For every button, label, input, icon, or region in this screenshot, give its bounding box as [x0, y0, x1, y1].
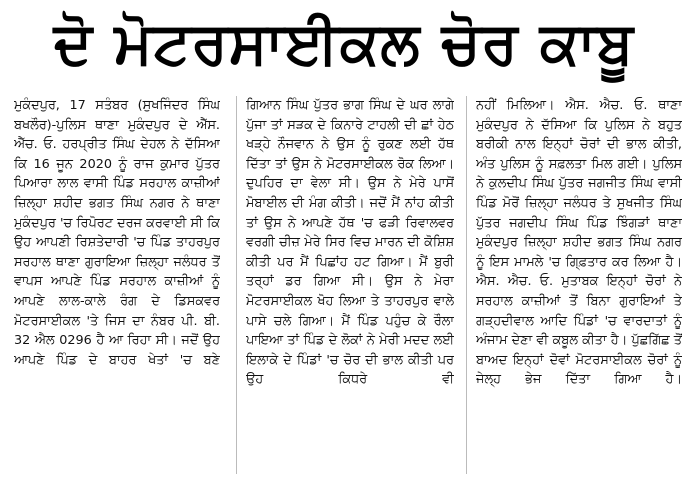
- article-column-3: [476, 96, 682, 480]
- column-divider: [466, 96, 467, 474]
- headline: ਦੋ ਮੋਟਰਸਾਈਕਲ ਚੋਰ ਕਾਬੂ: [53, 8, 635, 77]
- column-1-text: ਮੁਕੰਦਪੁਰ, 17 ਸਤੰਬਰ (ਸੁਖਜਿੰਦਰ ਸਿੰਘ ਬਖਲੌਰ)-ਪੁਲਿਸ ਥਾਣਾ ਮੁਕੰਦਪੁਰ ਦੇ ਐੱਸ. ਐੱਚ. ਓ. ਹਰਪ੍ਰੀਤ ਸਿੰਘ ਦੇਹਲ ਨੇ ਦੱਸਿਆ ਕਿ 16 ਜੂਨ 2020 ਨੂੰ ਰਾਜ ਕੁਮਾਰ ਪੁੱਤਰ ਪਿਆਰਾ ਲਾਲ ਵਾਸੀ ਪਿੰਡ ਸਰਹਾਲ ਕਾਜ਼ੀਆਂ ਜ਼ਿਲ੍ਹਾ ਸ਼ਹੀਦ ਭਗਤ ਸਿੰਘ ਨਗਰ ਨੇ ਥਾਣਾ ਮੁਕੰਦਪੁਰ 'ਚ ਰਿਪੋਰਟ ਦਰਜ ਕਰਵਾਈ ਸੀ ਕਿ ਉਹ ਆਪਣੀ ਰਿਸ਼ਤੇਦਾਰੀ 'ਚ ਪਿੰਡ ਤਾਹਰਪੁਰ ਸਰਹਾਲ ਥਾਣਾ ਗੁਰਾਇਆ ਜ਼ਿਲ੍ਹਾ ਜਲੰਧਰ ਤੋਂ ਵਾਪਸ ਆਪਣੇ ਪਿੰਡ ਸਰਹਾਲ ਕਾਜ਼ੀਆਂ ਨੂੰ ਆਪਣੇ ਲਾਲ-ਕਾਲੇ ਰੰਗ ਦੇ ਡਿਸਕਵਰ ਮੋਟਰਸਾਈਕਲ 'ਤੇ ਜਿਸ ਦਾ ਨੰਬਰ ਪੀ. ਬੀ. 32 ਐਲ 0296 ਹੈ ਆ ਰਿਹਾ ਸੀ। ਜਦੋਂ ਉਹ ਆਪਣੇ ਪਿੰਡ ਦੇ ਬਾਹਰ ਖੇਤਾਂ 'ਚ ਬਣੇ: [14, 98, 220, 368]
- column-divider: [236, 96, 237, 474]
- article-column-2: [246, 96, 454, 480]
- column-3-text: ਨਹੀਂ ਮਿਲਿਆ। ਐਸ. ਐਚ. ਓ. ਥਾਣਾ ਮੁਕੰਦਪੁਰ ਨੇ ਦੱਸਿਆ ਕਿ ਪੁਲਿਸ ਨੇ ਬਹੁਤ ਬਰੀਕੀ ਨਾਲ ਇਨ੍ਹਾਂ ਚੋਰਾਂ ਦੀ ਭਾਲ ਕੀਤੀ, ਅੰਤ ਪੁਲਿਸ ਨੂੰ ਸਫ਼ਲਤਾ ਮਿਲ ਗਈ। ਪੁਲਿਸ ਨੇ ਕੁਲਦੀਪ ਸਿੰਘ ਪੁੱਤਰ ਜਗਜੀਤ ਸਿੰਘ ਵਾਸੀ ਪਿੰਡ ਮੋਰੋਂ ਜ਼ਿਲ੍ਹਾ ਜਲੰਧਰ ਤੇ ਸੁਖਜੀਤ ਸਿੰਘ ਪੁੱਤਰ ਜਗਦੀਪ ਸਿੰਘ ਪਿੰਡ ਝਿੰਗੜਾਂ ਥਾਣਾ ਮੁਕੰਦਪੁਰ ਜ਼ਿਲ੍ਹਾ ਸ਼ਹੀਦ ਭਗਤ ਸਿੰਘ ਨਗਰ ਨੂੰ ਇਸ ਮਾਮਲੇ 'ਚ ਗਿ੍ਫ਼ਤਾਰ ਕਰ ਲਿਆ ਹੈ। ਐਸ. ਐਚ. ਓ. ਮੁਤਾਬਕ ਇਨ੍ਹਾਂ ਚੋਰਾਂ ਨੇ ਸਰਹਾਲ ਕਾਜ਼ੀਆਂ ਤੋਂ ਬਿਨਾ ਗੁਰਾਇਆਂ ਤੇ ਗੜ੍ਹਦੀਵਾਲ ਆਦਿ ਪਿੰਡਾਂ 'ਚ ਵਾਰਦਾਤਾਂ ਨੂੰ ਅੰਜਾਮ ਦੇਣਾ ਵੀ ਕਬੂਲ ਕੀਤਾ ਹੈ। ਪੁੱਛਗਿੱਛ ਤੋਂ ਬਾਅਦ ਇਨ੍ਹਾਂ ਦੋਵਾਂ ਮੋਟਰਸਾਈਕਲ ਚੋਰਾਂ ਨੂੰ ਜੇਲ੍ਹ ਭੇਜ ਦਿੱਤਾ ਗਿਆ ਹੈ।: [476, 98, 682, 388]
- column-2-text: ਗਿਆਨ ਸਿੰਘ ਪੁੱਤਰ ਭਾਗ ਸਿੰਘ ਦੇ ਘਰ ਲਾਗੇ ਪੁੱਜਾ ਤਾਂ ਸੜਕ ਦੇ ਕਿਨਾਰੇ ਟਾਹਲੀ ਦੀ ਛਾਂ ਹੇਠ ਖੜ੍ਹੇ ਨੌਜਵਾਨ ਨੇ ਉਸ ਨੂੰ ਰੁਕਣ ਲਈ ਹੱਥ ਦਿੱਤਾ ਤਾਂ ਉਸ ਨੇ ਮੋਟਰਸਾਈਕਲ ਰੋਕ ਲਿਆ। ਦੁਪਹਿਰ ਦਾ ਵੇਲਾ ਸੀ। ਉਸ ਨੇ ਮੇਰੇ ਪਾਸੋਂ ਮੋਬਾਈਲ ਦੀ ਮੰਗ ਕੀਤੀ। ਜਦੋਂ ਮੈਂ ਨਾਂਹ ਕੀਤੀ ਤਾਂ ਉਸ ਨੇ ਆਪਣੇ ਹੱਥ 'ਚ ਫੜੀ ਰਿਵਾਲਵਰ ਵਰਗੀ ਚੀਜ਼ ਮੇਰੇ ਸਿਰ ਵਿਚ ਮਾਰਨ ਦੀ ਕੋਸ਼ਿਸ਼ ਕੀਤੀ ਪਰ ਮੈਂ ਪਿਛਾਂਹ ਹਟ ਗਿਆ। ਮੈਂ ਬੁਰੀ ਤਰ੍ਹਾਂ ਡਰ ਗਿਆ ਸੀ। ਉਸ ਨੇ ਮੇਰਾ ਮੋਟਰਸਾਈਕਲ ਖੋਹ ਲਿਆ ਤੇ ਤਾਹਰਪੁਰ ਵਾਲੇ ਪਾਸੇ ਚਲੇ ਗਿਆ। ਮੈਂ ਪਿੰਡ ਪਹੁੰਚ ਕੇ ਰੌਲਾ ਪਾਇਆ ਤਾਂ ਪਿੰਡ ਦੇ ਲੋਕਾਂ ਨੇ ਮੇਰੀ ਮਦਦ ਲਈ ਇਲਾਕੇ ਦੇ ਪਿੰਡਾਂ 'ਚ ਚੋਰ ਦੀ ਭਾਲ ਕੀਤੀ ਪਰ ਉਹ ਕਿਧਰੇ ਵੀ: [246, 98, 454, 388]
- article-column-1: [14, 96, 220, 480]
